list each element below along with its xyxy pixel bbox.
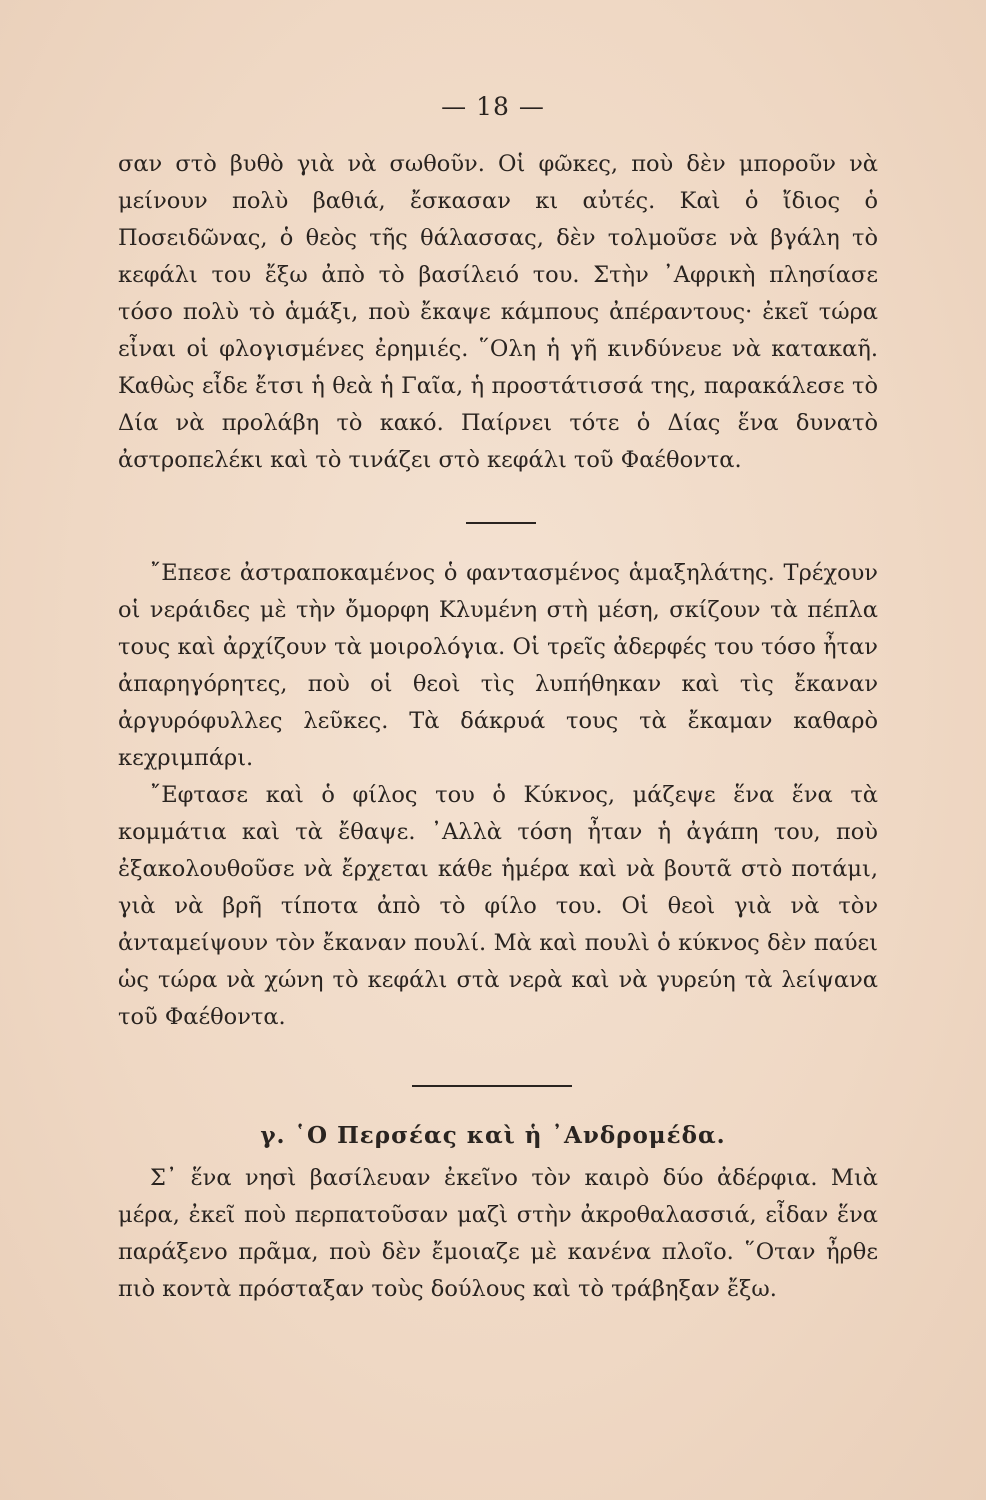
text-block-2	[118, 555, 878, 1036]
paragraph: σαν στὸ βυθὸ γιὰ νὰ σωθοῦν. Οἱ φῶκες, ποὺ δὲν μποροῦν νὰ μείνουν πολὺ βαθιά, ἔσκασαν κι αὐτές. Καὶ ὁ ἴδιος ὁ Ποσειδῶνας, ὁ θεὸς τῆς θάλασσας, δὲν τολμοῦσε νὰ βγάλη τὸ κεφάλι του ἔξω ἀπὸ τὸ βασίλειό του. Στὴν ᾿Αφρικὴ πλησίασε τόσο πολὺ τὸ ἁμάξι, ποὺ ἔκαψε κάμπους ἀπέραντους· ἐκεῖ τώρα εἶναι οἱ φλογισμένες ἐρημιές. ῞Ολη ἡ γῆ κινδύνευε νὰ κατακαῆ. Καθὼς εἶδε ἔτσι ἡ θεὰ ἡ Γαῖα, ἡ προστάτισσά της, παρακάλεσε τὸ Δία νὰ προλάβη τὸ κακό. Παίρνει τότε ὁ Δίας ἕνα δυνατὸ ἀστροπελέκι καὶ τὸ τινάζει στὸ κεφάλι τοῦ Φαέθοντα.	[118, 151, 878, 473]
text-block-3	[118, 1160, 878, 1308]
chapter-heading: γ. ῾Ο Περσέας καὶ ἡ ᾿Ανδρομέδα.	[260, 1122, 726, 1149]
section-divider	[466, 522, 536, 524]
paragraph: Σ᾿ ἕνα νησὶ βασίλευαν ἐκεῖνο τὸν καιρὸ δύο ἀδέρφια. Μιὰ μέρα, ἐκεῖ ποὺ περπατοῦσαν μαζὶ στὴν ἀκροθαλασσιά, εἶδαν ἕνα παράξενο πρᾶμα, ποὺ δὲν ἔμοιαζε μὲ κανένα πλοῖο. ῞Οταν ἦρθε πιὸ κοντὰ πρόσταξαν τοὺς δούλους καὶ τὸ τράβηξαν ἔξω.	[118, 1165, 878, 1302]
paragraph: ῎Επεσε ἀστραποκαμένος ὁ φαντασμένος ἁμαξηλάτης. Τρέχουν οἱ νεράιδες μὲ τὴν ὄμορφη Κλυμένη στὴ μέση, σκίζουν τὰ πέπλα τους καὶ ἀρχίζουν τὰ μοιρολόγια. Οἱ τρεῖς ἀδερφές του τόσο ἦταν ἀπαρηγόρητες, ποὺ οἱ θεοὶ τὶς λυπήθηκαν καὶ τὶς ἔκαναν ἀργυρόφυλλες λεῦκες. Τὰ δάκρυά τους τὰ ἔκαμαν καθαρὸ κεχριμπάρι.	[118, 560, 878, 771]
paragraph: ῎Εφτασε καὶ ὁ φίλος του ὁ Κύκνος, μάζεψε ἕνα ἕνα τὰ κομμάτια καὶ τὰ ἔθαψε. ᾿Αλλὰ τόση ἦταν ἡ ἀγάπη του, ποὺ ἐξακολουθοῦσε νὰ ἔρχεται κάθε ἡμέρα καὶ νὰ βουτᾶ στὸ ποτάμι, γιὰ νὰ βρῆ τίποτα ἀπὸ τὸ φίλο του. Οἱ θεοὶ γιὰ νὰ τὸν ἀνταμείψουν τὸν ἔκαναν πουλί. Μὰ καὶ πουλὶ ὁ κύκνος δὲν παύει ὡς τώρα νὰ χώνη τὸ κεφάλι στὰ νερὰ καὶ νὰ γυρεύη τὰ λείψανα τοῦ Φαέθοντα.	[118, 782, 878, 1030]
page-number: — 18 —	[441, 92, 545, 121]
section-divider	[412, 1085, 572, 1087]
text-block-1	[118, 146, 878, 479]
